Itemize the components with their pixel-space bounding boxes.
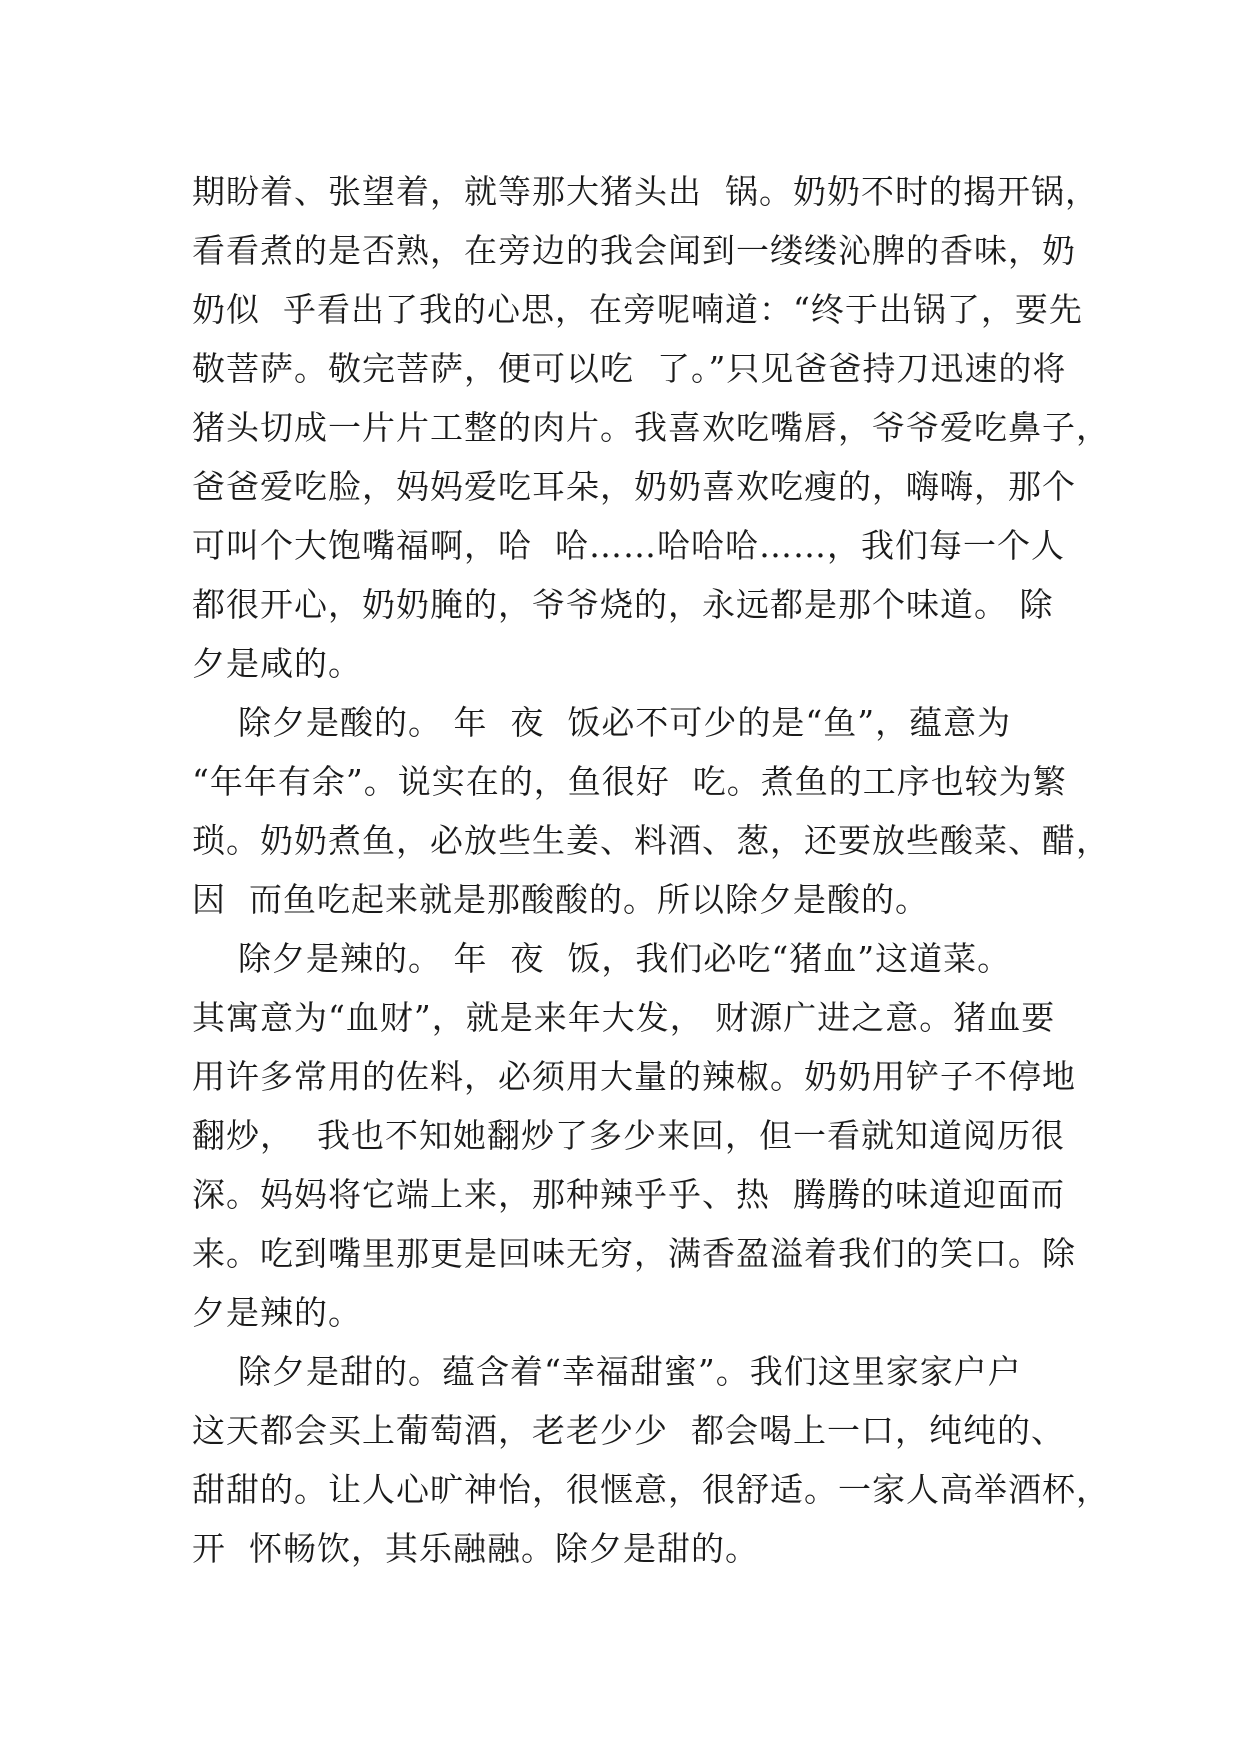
text-line: 琐。奶奶煮鱼，必放些生姜、料酒、葱，还要放些酸菜、醋， bbox=[192, 821, 1110, 860]
text-line: 开 怀畅饮，其乐融融。除夕是甜的。 bbox=[192, 1529, 759, 1568]
text-line: 夕是辣的。 bbox=[192, 1293, 362, 1332]
text-line: 因 而鱼吃起来就是那酸酸的。所以除夕是酸的。 bbox=[192, 880, 929, 919]
text-line: 这天都会买上葡萄酒，老老少少 都会喝上一口，纯纯的、 bbox=[192, 1411, 1065, 1450]
text-line: 除夕是甜的。蕴含着“幸福甜蜜”。我们这里家家户户 bbox=[192, 1352, 1022, 1391]
body-text bbox=[192, 162, 1110, 1578]
text-line: 看看煮的是否熟，在旁边的我会闻到一缕缕沁脾的香味，奶 bbox=[192, 231, 1076, 270]
text-line: 爸爸爱吃脸，妈妈爱吃耳朵，奶奶喜欢吃瘦的，嗨嗨，那个 bbox=[192, 467, 1076, 506]
text-line: 期盼着、张望着，就等那大猪头出 锅。奶奶不时的揭开锅， bbox=[192, 172, 1099, 211]
text-line: 敬菩萨。敬完菩萨，便可以吃 了。”只见爸爸持刀迅速的将 bbox=[192, 349, 1067, 388]
text-line: 甜甜的。让人心旷神怡，很惬意，很舒适。一家人高举酒杯， bbox=[192, 1470, 1110, 1509]
text-line: 都很开心，奶奶腌的，爷爷烧的，永远都是那个味道。 除 bbox=[192, 585, 1054, 624]
text-line: 奶似 乎看出了我的心思，在旁呢喃道：“终于出锅了，要先 bbox=[192, 290, 1083, 329]
text-line: 可叫个大饱嘴福啊，哈 哈……哈哈哈……，我们每一个人 bbox=[192, 526, 1065, 565]
text-line: 除夕是酸的。 年 夜 饭必不可少的是“鱼”，蕴意为 bbox=[192, 703, 1012, 742]
text-line: 来。吃到嘴里那更是回味无穷，满香盈溢着我们的笑口。除 bbox=[192, 1234, 1076, 1273]
text-line: 其寓意为“血财”，就是来年大发， 财源广进之意。猪血要 bbox=[192, 998, 1056, 1037]
text-line: 深。妈妈将它端上来，那种辣乎乎、热 腾腾的味道迎面而 bbox=[192, 1175, 1065, 1214]
text-line: 除夕是辣的。 年 夜 饭，我们必吃“猪血”这道菜。 bbox=[192, 939, 1012, 978]
text-line: 猪头切成一片片工整的肉片。我喜欢吃嘴唇，爷爷爱吃鼻子， bbox=[192, 408, 1110, 447]
text-line: “年年有余”。说实在的，鱼很好 吃。煮鱼的工序也较为繁 bbox=[192, 762, 1067, 801]
text-line: 用许多常用的佐料，必须用大量的辣椒。奶奶用铲子不停地 bbox=[192, 1057, 1076, 1096]
text-line: 翻炒， 我也不知她翻炒了多少来回，但一看就知道阅历很 bbox=[192, 1116, 1065, 1155]
text-line: 夕是咸的。 bbox=[192, 644, 362, 683]
